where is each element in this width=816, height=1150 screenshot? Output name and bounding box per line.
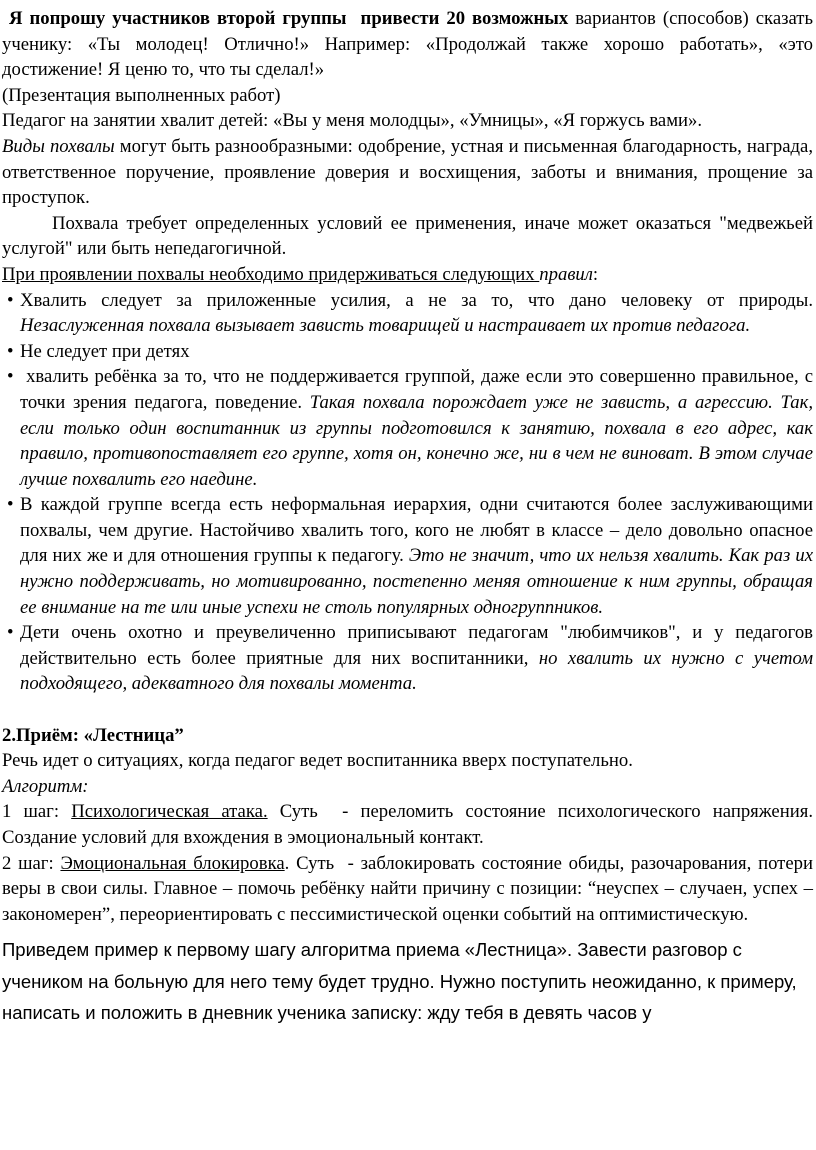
text-run: В каждой группе всегда есть неформальная иерархия, одни считаются более заслуживающими похвалы, чем другие. Настойчиво хвалить того, кого не любят в классе – дело довольно опасное для них же и для отношения группы к педагогу.: [20, 494, 813, 567]
text-run: Хвалить следует за приложенные усилия, а не за то, что дано человеку от природы.: [20, 289, 813, 311]
italic-text-run: Алгоритм:: [2, 775, 89, 797]
bold-text-run: 2.Приём: «Лестница”: [2, 724, 184, 746]
italic-text-run: правил: [539, 263, 593, 285]
ladder-intro-paragraph: [2, 748, 813, 774]
section-heading-ladder: [2, 723, 813, 749]
blank-line: [2, 697, 813, 723]
underlined-text-run: Эмоциональная блокировка: [60, 852, 285, 874]
italic-text-run: Незаслуженная похвала вызывает зависть товарищей и настраивает их против педагога.: [20, 315, 751, 337]
italic-text-run: Такая похвала порождает уже не зависть, а агрессию. Так, если только один воспитанник из группы подготовился к занятию, похвала в его адрес, как правило, противопоставляет его группе, хотя он, конечно же, ни в чем не виноват. В этом случае лучше похвалить его наедине.: [20, 391, 813, 490]
text-run: могут быть разнообразными: одобрение, устная и письменная благодарность, награда, ответственное поручение, проявление доверия и восхищения, заботы и внимания, прощение за проступок.: [2, 135, 814, 209]
text-run: Педагог на занятии хвалит детей: «Вы у меня молодцы», «Умницы», «Я горжусь вами».: [2, 110, 703, 132]
praise-conditions-paragraph: [2, 211, 813, 262]
text-run: Не следует при детях: [20, 340, 190, 362]
intro-paragraph: [2, 6, 813, 83]
bullet-list-item: [20, 492, 813, 620]
bullet-list-item: [20, 288, 813, 339]
step-2-paragraph: [2, 851, 813, 928]
text-run: Речь идет о ситуациях, когда педагог ведет воспитанника вверх поступательно.: [2, 750, 633, 772]
text-run: хвалить ребёнка за то, что не поддерживается группой, даже если это совершенно правильное, с точки зрения педагога, поведение.: [20, 366, 813, 413]
text-run: Суть - переломить состояние психологического напряжения. Создание условий для вхождения в эмоциональный контакт.: [2, 801, 813, 848]
bullet-list-item: [20, 620, 813, 697]
text-run: Дети очень охотно и преувеличенно приписывают педагогам "любимчиков", и у педагогов действительно есть более приятные для них воспитанники,: [20, 622, 813, 669]
text-run: (Презентация выполненных работ): [2, 84, 281, 106]
presentation-note: [2, 83, 813, 109]
praise-rules-lead: [2, 262, 813, 288]
italic-text-run: Виды похвалы: [2, 135, 115, 157]
text-run: . Суть - заблокировать состояние обиды, разочарования, потери веры в свои силы. Главное – помочь ребёнку найти причину с позиции: “неуспех – случаен, успех – закономерен”, переориентировать с пессимистической оценки событий на оптимистическую.: [2, 852, 813, 925]
ladder-example-paragraph: [2, 934, 813, 1029]
text-run: Приведем пример к первому шагу алгоритма приема «Лестница». Завести разговор с учеником на больную для него тему будет трудно. Нужно поступить неожиданно, к примеру, написать и положить в дневник ученика записку: жду тебя в девять часов у: [2, 939, 797, 1024]
text-run: :: [592, 263, 599, 285]
bullet-list-item: [20, 364, 813, 492]
praise-types-paragraph: [2, 134, 813, 211]
underlined-text-run: При проявлении похвалы необходимо придерживаться следующих: [2, 263, 540, 285]
bullet-list-item: [20, 339, 813, 365]
document-body: [2, 6, 813, 1029]
text-run: 2 шаг:: [2, 852, 61, 874]
step-1-paragraph: [2, 799, 813, 850]
text-run: Похвала требует определенных условий ее применения, иначе может оказаться "медвежьей услугой" или быть непедагогичной.: [2, 212, 813, 260]
praise-rules-list: [2, 288, 813, 698]
italic-text-run: Это не значит, что их нельзя хвалить. Как раз их нужно поддерживать, но мотивированно, постепенно меняя отношение к ним группы, обращая ее внимание на те или иные успехи не столь популярных одногруппников.: [20, 545, 813, 618]
text-run: вариантов (способов) сказать ученику: «Ты молодец! Отлично!» Например: «Продолжай также хорошо работать», «это достижение! Я ценю то, что ты сделал!»: [2, 8, 813, 81]
bold-text-run: Я попрошу участников второй группы привести 20 возможных: [9, 8, 569, 29]
italic-text-run: но хвалить их нужно с учетом подходящего, адекватного для похвалы момента.: [20, 647, 814, 695]
underlined-text-run: Психологическая атака.: [71, 801, 268, 823]
teacher-praise-paragraph: [2, 108, 813, 134]
text-run: 1 шаг:: [2, 801, 72, 823]
algorithm-label: [2, 774, 813, 800]
